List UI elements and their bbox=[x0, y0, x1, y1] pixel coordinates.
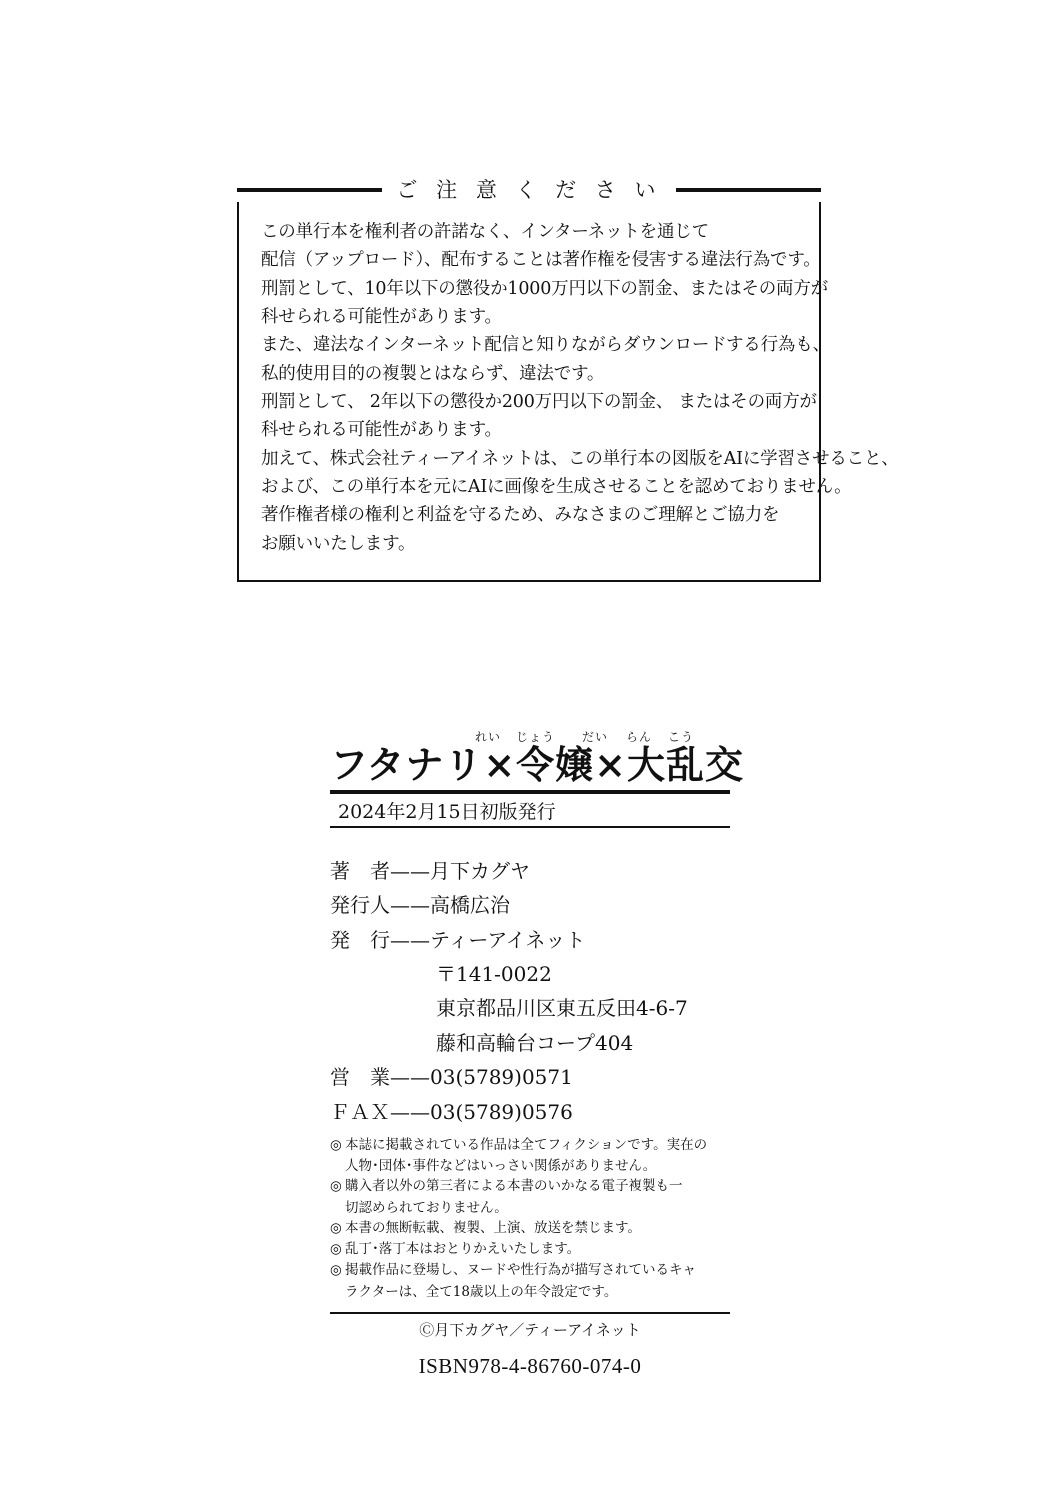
note-bullet-icon: ◎ bbox=[330, 1178, 342, 1195]
note-bullet-icon: ◎ bbox=[330, 1262, 342, 1279]
notice-line: 刑罰として、10年以下の懲役か1000万円以下の罰金、またはその両方が bbox=[261, 278, 828, 299]
publisher-row: 発 行——ティーアイネット bbox=[330, 927, 586, 952]
notice-title: ご 注 意 く だ さ い bbox=[396, 178, 662, 202]
ruby-text: だい bbox=[582, 730, 609, 744]
note-text: 購入者以外の第三者による本書のいかなる電子複製も一 bbox=[345, 1178, 683, 1195]
notice-rule-left bbox=[237, 188, 382, 192]
copyright-line: Ⓒ月下カグヤ／ティーアイネット bbox=[330, 1312, 730, 1340]
ruby-row bbox=[330, 728, 730, 744]
note-item bbox=[330, 1218, 730, 1238]
notice-line: お願いいたします。 bbox=[261, 533, 416, 554]
notice-line: 科せられる可能性があります。 bbox=[261, 420, 502, 441]
notice-line: 配信（アップロード）、配布することは著作権を侵害する違法行為です。 bbox=[261, 250, 821, 271]
ruby-text: じょう bbox=[516, 730, 556, 744]
notice-body bbox=[237, 202, 899, 582]
notes-block bbox=[330, 1135, 730, 1302]
ruby-text: こう bbox=[668, 730, 695, 744]
title-block bbox=[330, 728, 745, 828]
notice-header bbox=[237, 176, 821, 202]
notice-line: 著作権者様の権利と利益を守るため、みなさまのご理解とご協力を bbox=[261, 505, 780, 526]
notice-line: 私的使用目的の複製とはならず、違法です。 bbox=[261, 363, 605, 384]
address-line: 東京都品川区東五反田4-6-7 bbox=[436, 996, 688, 1021]
note-bullet-icon: ◎ bbox=[330, 1241, 342, 1258]
notice-line: および、この単行本を元にAIに画像を生成させることを認めておりません。 bbox=[261, 477, 852, 498]
sales-phone-row: 営 業——03(5789)0571 bbox=[330, 1065, 573, 1090]
colophon bbox=[330, 728, 745, 1379]
note-item bbox=[330, 1176, 730, 1218]
notice-line: 刑罰として、 2年以下の懲役か200万円以下の罰金、 またはその両方が bbox=[261, 392, 817, 413]
note-bullet-icon: ◎ bbox=[330, 1219, 342, 1236]
note-subtext: 人物･団体･事件などはいっさい関係がありません。 bbox=[345, 1158, 657, 1175]
ruby-text: らん bbox=[626, 730, 653, 744]
notice-line: この単行本を権利者の許諾なく、インターネットを通じて bbox=[261, 222, 709, 242]
note-text: 乱丁･落丁本はおとりかえいたします。 bbox=[345, 1241, 581, 1258]
copyright-notice-panel bbox=[237, 176, 899, 582]
postal-code: 〒141-0022 bbox=[436, 961, 552, 986]
imprint-block bbox=[330, 854, 730, 1129]
notice-line: また、違法なインターネット配信と知りながらダウンロードする行為も、 bbox=[261, 335, 830, 356]
note-item bbox=[330, 1135, 730, 1177]
isbn-number: ISBN978-4-86760-074-0 bbox=[418, 1353, 642, 1378]
note-text: 掲載作品に登場し、ヌードや性行為が描写されているキャ bbox=[345, 1262, 696, 1279]
publisher-person-row: 発行人——高橋広治 bbox=[330, 893, 510, 918]
author-row: 著 者——月下カグヤ bbox=[330, 858, 530, 883]
book-title: フタナリ×令嬢×大乱交 bbox=[330, 742, 745, 787]
address-line: 藤和高輪台コープ404 bbox=[436, 1030, 634, 1055]
note-text: 本誌に掲載されている作品は全てフィクションです。実在の bbox=[345, 1136, 708, 1153]
note-text: 本書の無断転載、複製、上演、放送を禁じます。 bbox=[345, 1219, 641, 1236]
notice-rule-right bbox=[676, 188, 821, 192]
note-item bbox=[330, 1239, 730, 1259]
fax-row: ＦＡＸ——03(5789)0576 bbox=[330, 1099, 573, 1124]
note-subtext: ラクターは、全て18歳以上の年令設定です。 bbox=[345, 1283, 618, 1300]
note-subtext: 切認められておりません。 bbox=[345, 1199, 508, 1216]
ruby-text: れい bbox=[475, 730, 502, 744]
publication-date: 2024年2月15日初版発行 bbox=[330, 794, 730, 828]
note-item bbox=[330, 1260, 730, 1302]
notice-line: 加えて、株式会社ティーアイネットは、この単行本の図版をAIに学習させること、 bbox=[261, 448, 899, 469]
notice-line: 科せられる可能性があります。 bbox=[261, 307, 502, 328]
note-bullet-icon: ◎ bbox=[330, 1136, 342, 1153]
